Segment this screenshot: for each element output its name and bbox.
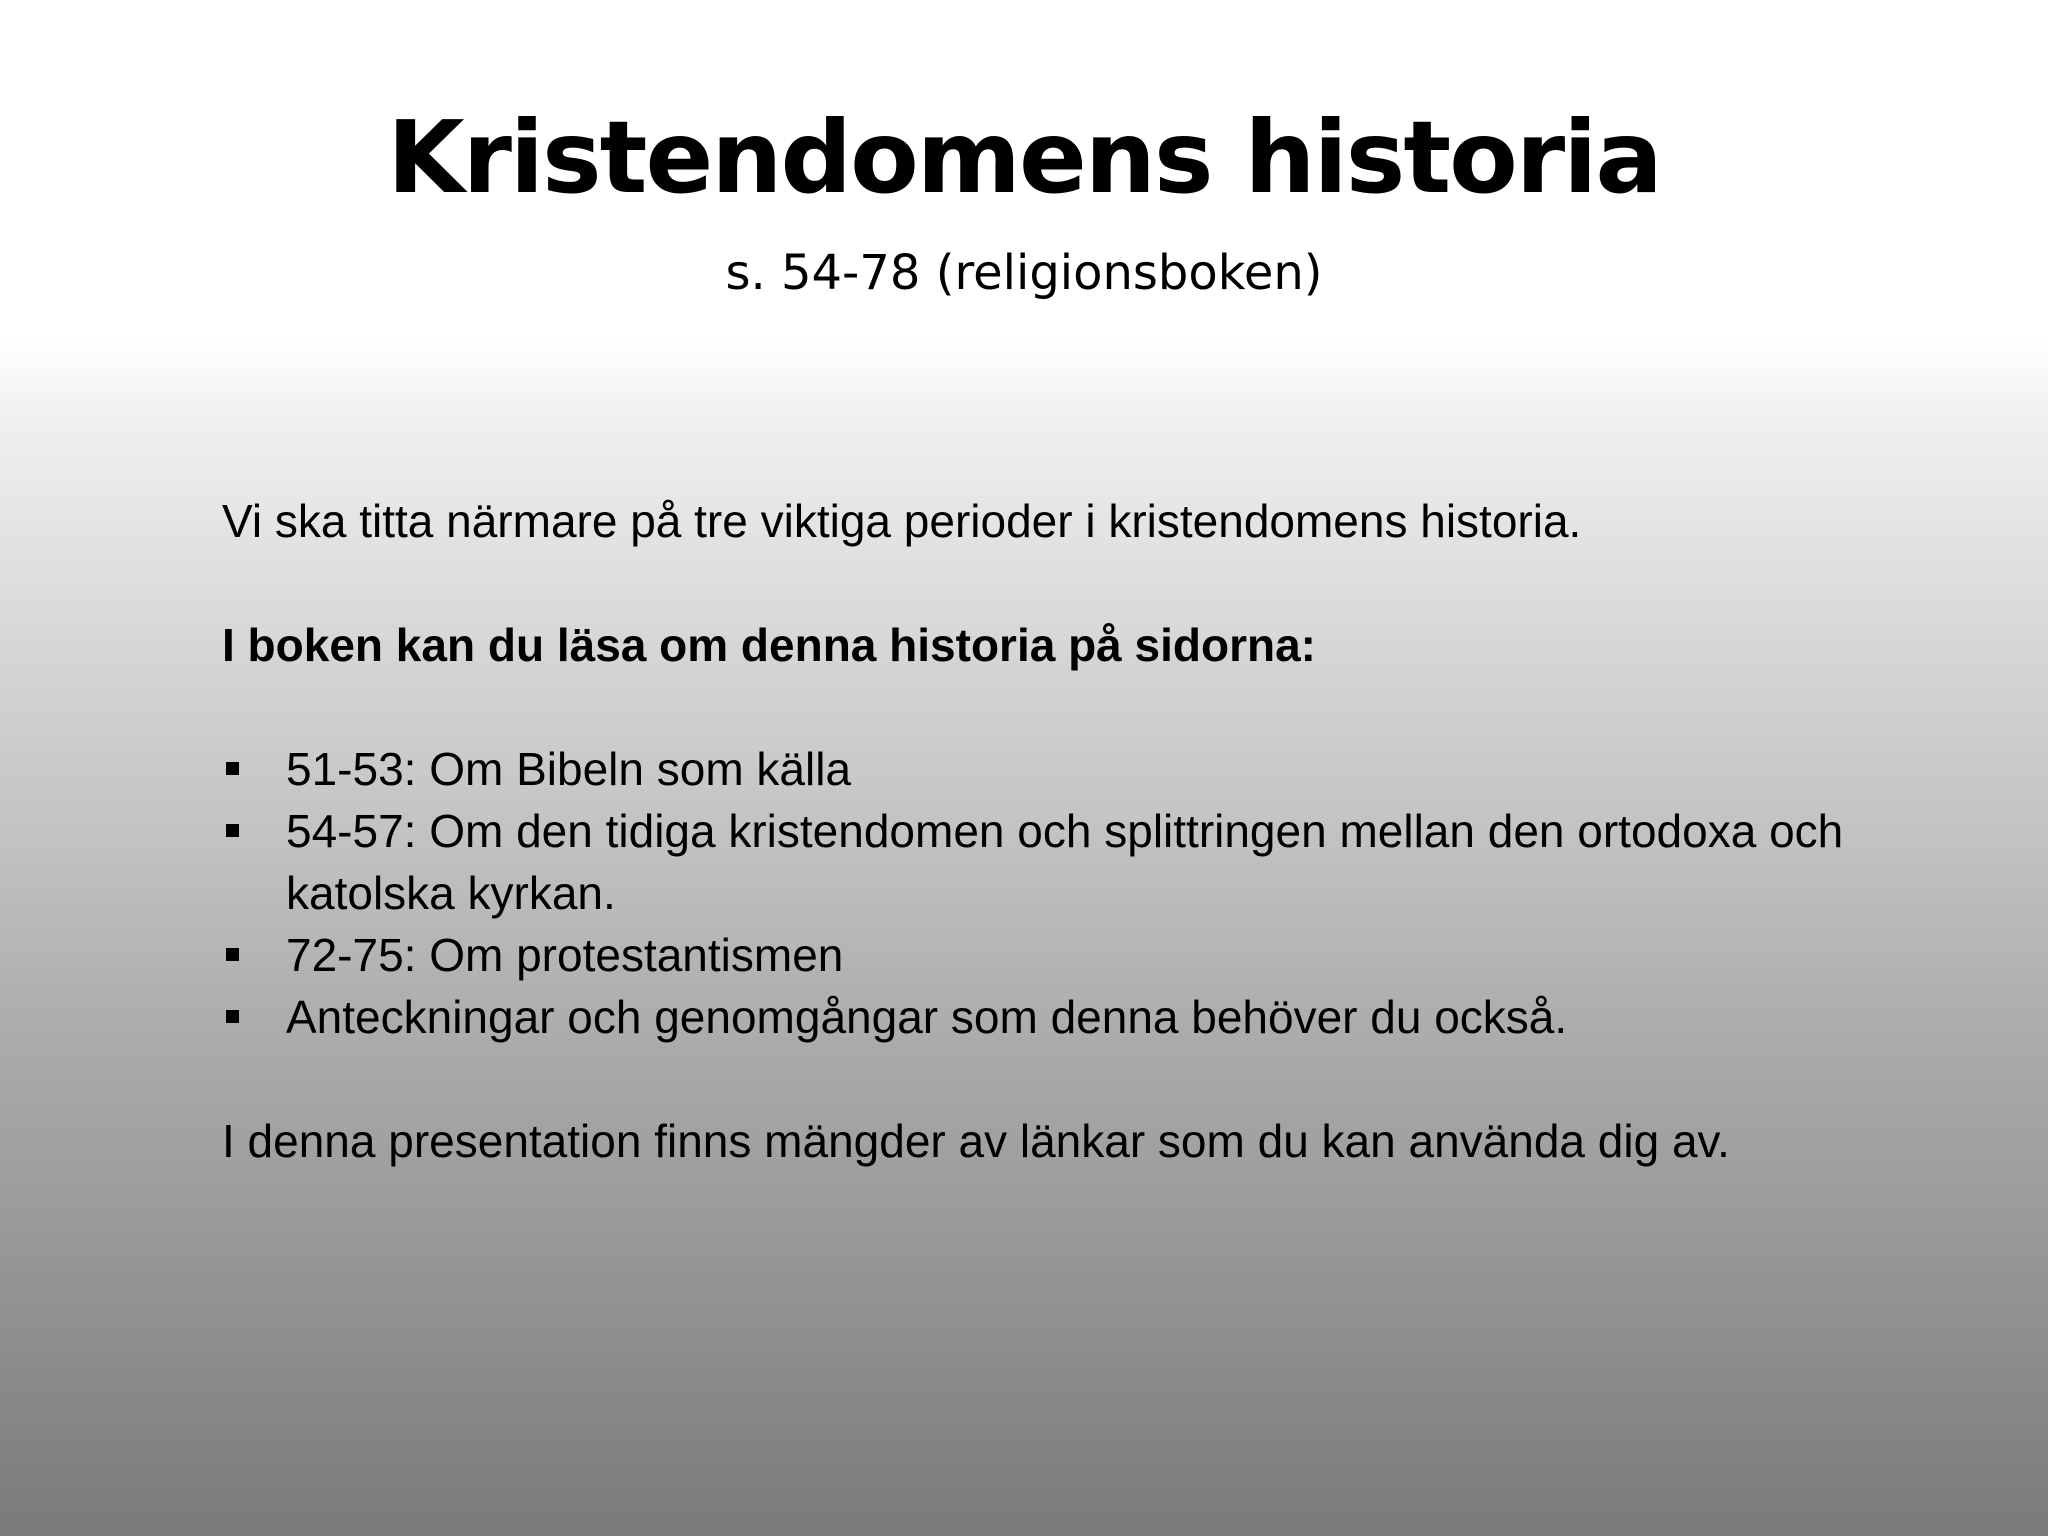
list-item-text: 51-53: Om Bibeln som källa: [286, 743, 852, 795]
square-bullet-icon: [226, 762, 239, 775]
spacer: [222, 552, 1862, 614]
square-bullet-icon: [226, 824, 239, 837]
spacer: [222, 676, 1862, 738]
square-bullet-icon: [226, 948, 239, 961]
slide-body: [222, 490, 1862, 1172]
slide-title: Kristendomens historia: [387, 99, 1661, 216]
list-item-text: 54-57: Om den tidiga kristendomen och splittringen mellan den ortodoxa och katolska kyrkan.: [286, 805, 1844, 919]
list-item-text: 72-75: Om protestantismen: [286, 929, 844, 981]
list-item-text: Anteckningar och genomgångar som denna behöver du också.: [286, 991, 1568, 1043]
list-item: [222, 738, 1862, 800]
intro-paragraph: Vi ska titta närmare på tre viktiga perioder i kristendomens historia.: [222, 495, 1582, 547]
subtitle-text: s. 54-78 (religionsboken): [725, 245, 1323, 301]
pages-heading: I boken kan du läsa om denna historia på sidorna:: [222, 619, 1317, 671]
closing-paragraph: I denna presentation finns mängder av länkar som du kan använda dig av.: [222, 1115, 1730, 1167]
square-bullet-icon: [226, 1010, 239, 1023]
list-item: [222, 924, 1862, 986]
list-item: [222, 986, 1862, 1048]
slide-subtitle: [0, 247, 2048, 300]
spacer: [222, 1048, 1862, 1110]
list-item: [222, 800, 1862, 924]
page-list: [222, 738, 1862, 1048]
